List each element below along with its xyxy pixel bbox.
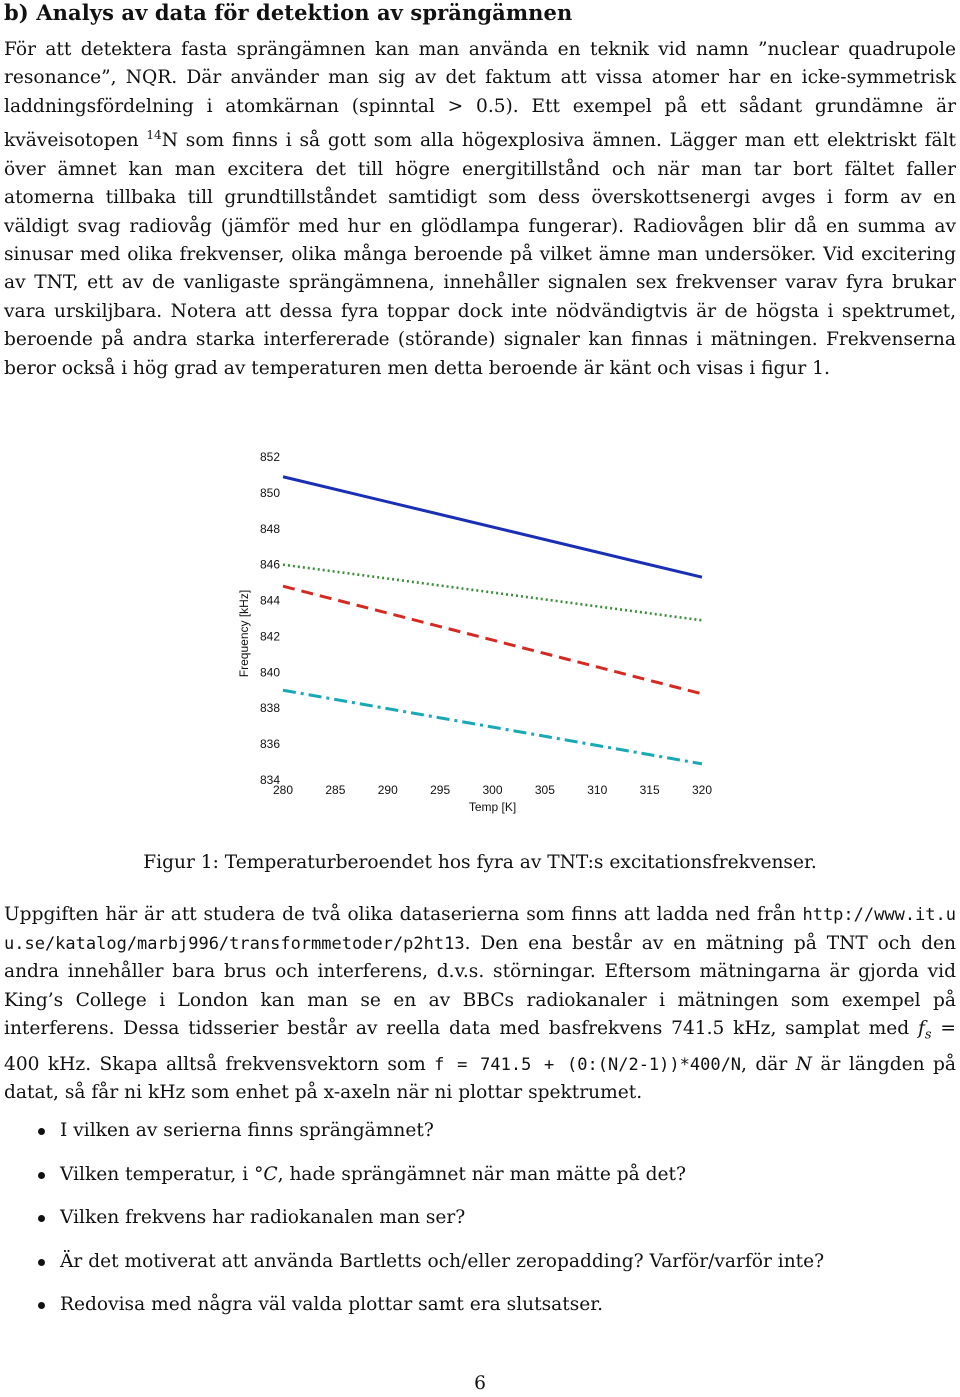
fs-value: = 400 kHz <box>4 1018 956 1075</box>
question-text-post: , hade sprängämnet när man mätte på det? <box>277 1163 686 1185</box>
series-line-blue-solid <box>283 477 702 577</box>
intro-paragraph <box>4 36 956 383</box>
x-tick-label: 285 <box>325 783 346 797</box>
isotope-mass-number: 14 <box>146 128 162 143</box>
series-line-green-dotted <box>283 565 702 621</box>
task-text-1: Uppgiften här är att studera de två olika dataserierna som finns att ladda ned från <box>4 904 803 925</box>
x-tick-label: 290 <box>377 783 398 797</box>
n-symbol: N <box>795 1053 812 1075</box>
x-tick-label: 280 <box>272 783 294 797</box>
question-text: Vilken frekvens har radiokanalen man ser? <box>60 1207 466 1229</box>
series-line-red-dashed <box>283 586 702 694</box>
list-item <box>38 1247 824 1291</box>
question-text: Redovisa med några väl valda plottar samt era slutsatser. <box>60 1294 604 1316</box>
frequency-temperature-chart <box>230 440 730 820</box>
x-tick-label: 300 <box>482 783 503 797</box>
paragraph-text-2: som finns i så gott som alla högexplosiva ämnen. Lägger man ett elektriskt fält över ämnet kan man excitera det till högre energitillstånd och när man tar bort fältet faller atomerna tillbaka till grundtillståndet samtidigt som dess överskottsenergi avges i form av en väldigt svag radiovåg (jämför med hur en glödlampa fungerar). Radiovågen blir då en summa av sinusar med olika frekvenser, olika många beroende på vilket ämne man undersöker. Vid excitering av TNT, ett av de vanligaste sprängämnena, innehåller signalen sex frekvenser varav fyra brukar vara urskiljbara. Notera att dessa fyra toppar dock inte nödvändigtvis är de högsta i spektrumet, beroende på andra starka interfererade (störande) signaler kan finnas i mätningen. Frekvenserna beror också i hög grad av temperaturen men detta beroende är känt och visas i figur 1. <box>4 130 956 379</box>
celsius-symbol: C <box>263 1163 278 1185</box>
task-text-5: är längden på datat, så får ni kHz som enhet på x-axeln när ni plottar spektrumet. <box>4 1053 957 1104</box>
y-tick-label: 852 <box>259 450 280 464</box>
question-text-pre: Vilken temperatur, i ° <box>60 1163 264 1185</box>
task-text-2: . Den ena består av en mätning på TNT och den andra innehåller bara brus och interferens, d.v.s. störningar. Eftersom mätningarna är gjorda vid King’s College i London kan man se en av BBCs radiokanaler i mätningen som exempel på interferens. Dessa tidsserier består av reella data med basfrekvens 741.5 kHz, samplat med <box>4 932 956 1040</box>
section-heading: b) Analys av data för detektion av sprängämnen <box>4 0 573 25</box>
data-url-link[interactable]: http://www.it.uu.se/katalog/marbj996/transformmetoder/p2ht13 <box>4 905 956 954</box>
x-tick-label: 305 <box>534 783 555 797</box>
y-tick-label: 846 <box>259 557 280 572</box>
paragraph-text-1: För att detektera fasta sprängämnen kan man använda en teknik vid namn ”nuclear quadrupole resonance”, NQR. Där använder man sig av det faktum att vissa atomer har en icke-symmetrisk laddningsfördelning i atomkärnan (spinntal > 0.5). Ett exempel på ett sådant grundämne är kväveisotopen <box>4 39 956 152</box>
frequency-vector-code: f = 741.5 + (0:(N/2-1))*400/N <box>434 1054 742 1075</box>
question-list <box>38 1116 824 1334</box>
isotope-symbol: N <box>161 130 178 152</box>
y-tick-label: 836 <box>259 737 280 752</box>
chart-canvas <box>230 440 730 820</box>
x-tick-label: 315 <box>639 783 660 797</box>
y-axis-ticks <box>260 450 280 787</box>
series-lines <box>283 477 702 764</box>
task-text-3: . Skapa alltså frekvensvektorn som <box>85 1053 435 1075</box>
x-tick-label: 320 <box>691 783 713 797</box>
figure-caption: Figur 1: Temperaturberoendet hos fyra av TNT:s excitationsfrekvenser. <box>143 852 817 873</box>
list-item <box>38 1203 824 1247</box>
x-tick-label: 295 <box>430 783 451 797</box>
question-text: Är det motiverat att använda Bartletts och/eller zeropadding? Varför/varför inte? <box>60 1250 825 1272</box>
x-axis-label: Temp [K] <box>468 800 517 814</box>
series-line-cyan-dashdot <box>283 690 702 764</box>
question-text: I vilken av serierna finns sprängämnet? <box>60 1120 434 1141</box>
y-tick-label: 844 <box>259 593 280 608</box>
x-axis-ticks <box>273 783 712 797</box>
y-tick-label: 838 <box>259 701 280 716</box>
task-text-4: , där <box>741 1053 796 1075</box>
fs-subscript: s <box>924 1028 932 1044</box>
y-tick-label: 842 <box>259 629 280 644</box>
list-item <box>38 1290 824 1334</box>
task-paragraph <box>4 901 956 1108</box>
y-tick-label: 840 <box>259 665 280 680</box>
page-number: 6 <box>474 1373 486 1394</box>
fs-symbol: f <box>918 1018 925 1040</box>
list-item <box>38 1160 824 1204</box>
list-item <box>38 1116 824 1160</box>
y-axis-label: Frequency [kHz] <box>237 589 251 678</box>
y-tick-label: 850 <box>259 485 280 500</box>
y-tick-label: 834 <box>259 773 280 787</box>
x-tick-label: 310 <box>587 783 608 797</box>
y-tick-label: 848 <box>259 521 280 536</box>
